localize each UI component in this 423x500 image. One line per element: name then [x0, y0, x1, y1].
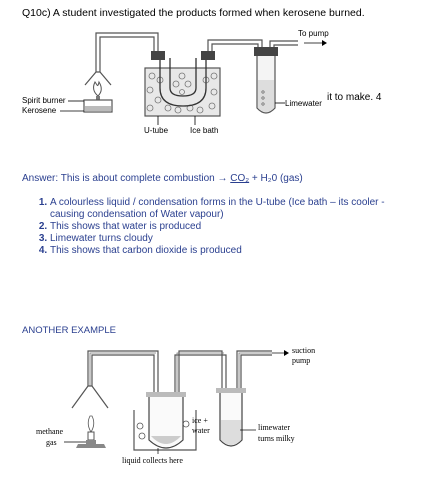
- liquid-collects-label: liquid collects here: [122, 456, 183, 465]
- limewater-label: Limewater: [285, 99, 322, 108]
- funnel-2: [72, 386, 108, 408]
- to-pump-label: To pump: [298, 29, 329, 38]
- answer-prefix: Answer: This is about complete combustion →: [22, 173, 231, 184]
- bunsen-burner: [76, 416, 106, 448]
- u-tube-label: U-tube: [144, 126, 169, 135]
- question-text: Q10c) A student investigated the products formed when kerosene burned.: [22, 7, 365, 19]
- co2-formula: CO₂: [230, 173, 250, 184]
- ice-label: ice +: [192, 416, 208, 425]
- limewater-tube-2: [216, 388, 246, 446]
- pump-label: pump: [292, 356, 311, 365]
- answer-step: 3. Limewater turns cloudy: [50, 233, 410, 245]
- kerosene-label: Kerosene: [22, 106, 57, 115]
- gas-label: gas: [46, 438, 57, 447]
- answer-suffix: + H₂0 (gas): [249, 173, 303, 184]
- limewater-label-2: limewater: [258, 423, 290, 432]
- clipped-text: it to make. 4: [327, 92, 382, 103]
- suction-label: suction: [292, 346, 316, 355]
- collection-tube: [146, 392, 186, 448]
- answer-step: 1. A colourless liquid / condensation forms in the U-tube (Ice bath – its cooler -causing condensation of Water vapour): [50, 197, 410, 221]
- water-label: water: [192, 426, 210, 435]
- answer-step: 2. This shows that water is produced: [50, 221, 410, 233]
- spirit-burner-label: Spirit burner: [22, 96, 66, 105]
- ice-bath-label: Ice bath: [190, 126, 219, 135]
- methane-label: methane: [36, 427, 64, 436]
- another-example-heading: ANOTHER EXAMPLE: [22, 325, 116, 336]
- turns-milky-label: turns milky: [258, 434, 295, 443]
- suction-arrowhead: [284, 350, 289, 356]
- answer-step: 4. This shows that carbon dioxide is produced: [50, 245, 410, 257]
